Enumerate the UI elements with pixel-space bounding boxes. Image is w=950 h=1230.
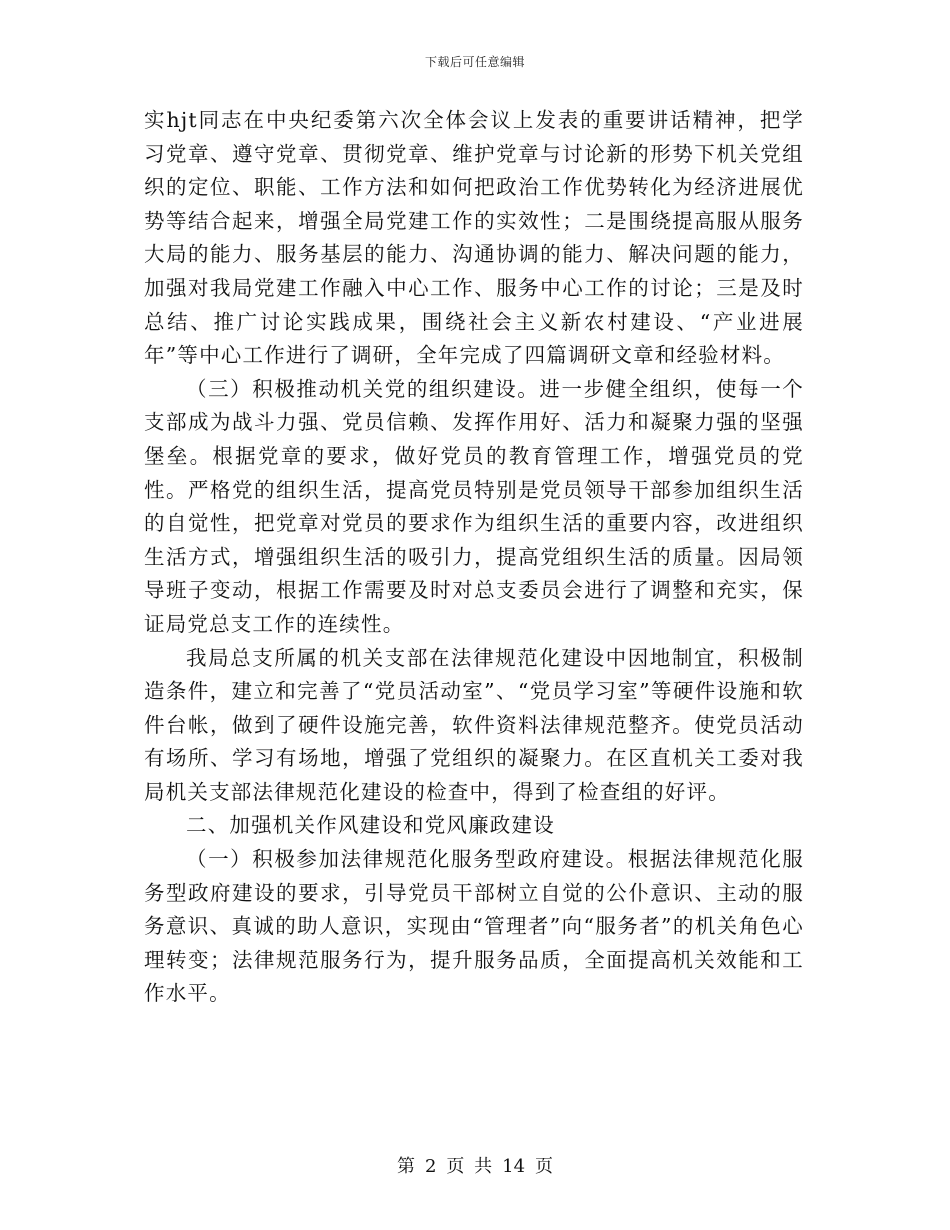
section-heading: 二、加强机关作风建设和党风廉政建设 [186,813,555,838]
paragraph-service-government: （一）积极参加法律规范化服务型政府建设。根据法律规范化服务型政府建设的要求，引导党员干部树立自觉的公仆意识、主动的服务意识、真诚的助人意识，实现由“管理者”向“服务者”的机关角色心理转变；法律规范服务行为，提升服务品质，全面提高机关效能和工作水平。 [144,847,804,1006]
footer-prefix: 第 [396,1156,415,1177]
page-footer [0,1152,950,1178]
footer-middle: 页 共 [446,1156,493,1177]
document-body [144,104,804,1011]
page-header-note: 下载后可任意编辑 [424,55,525,69]
page-total: 14 [502,1156,526,1177]
footer-suffix: 页 [535,1156,554,1177]
page-number: 2 [424,1156,437,1177]
paragraph-continuation: 实hjt同志在中央纪委第六次全体会议上发表的重要讲话精神，把学习党章、遵守党章、贯彻党章、维护党章与讨论新的形势下机关党组织的定位、职能、工作方法和如何把政治工作优势转化为经济进展优势等结合起来，增强全局党建工作的实效性；二是围绕提高服从服务大局的能力、服务基层的能力、沟通协调的能力、解决问题的能力，加强对我局党建工作融入中心工作、服务中心工作的讨论；三是及时总结、推广讨论实践成果，围绕社会主义新农村建设、“产业进展年”等中心工作进行了调研，全年完成了四篇调研文章和经验材料。 [144,108,804,368]
paragraph-branch-standardization: 我局总支所属的机关支部在法律规范化建设中因地制宜，积极制造条件，建立和完善了“党员活动室”、“党员学习室”等硬件设施和软件台帐，做到了硬件设施完善，软件资料法律规范整齐。使党员活动有场所、学习有场地，增强了党组织的凝聚力。在区直机关工委对我局机关支部法律规范化建设的检查中，得到了检查组的好评。 [144,645,804,804]
paragraph-organization-building: （三）积极推动机关党的组织建设。进一步健全组织，使每一个支部成为战斗力强、党员信赖、发挥作用好、活力和凝聚力强的坚强堡垒。根据党章的要求，做好党员的教育管理工作，增强党员的党性。严格党的组织生活，提高党员特别是党员领导干部参加组织生活的自觉性，把党章对党员的要求作为组织生活的重要内容，改进组织生活方式，增强组织生活的吸引力，提高党组织生活的质量。因局领导班子变动，根据工作需要及时对总支委员会进行了调整和充实，保证局党总支工作的连续性。 [144,376,804,636]
